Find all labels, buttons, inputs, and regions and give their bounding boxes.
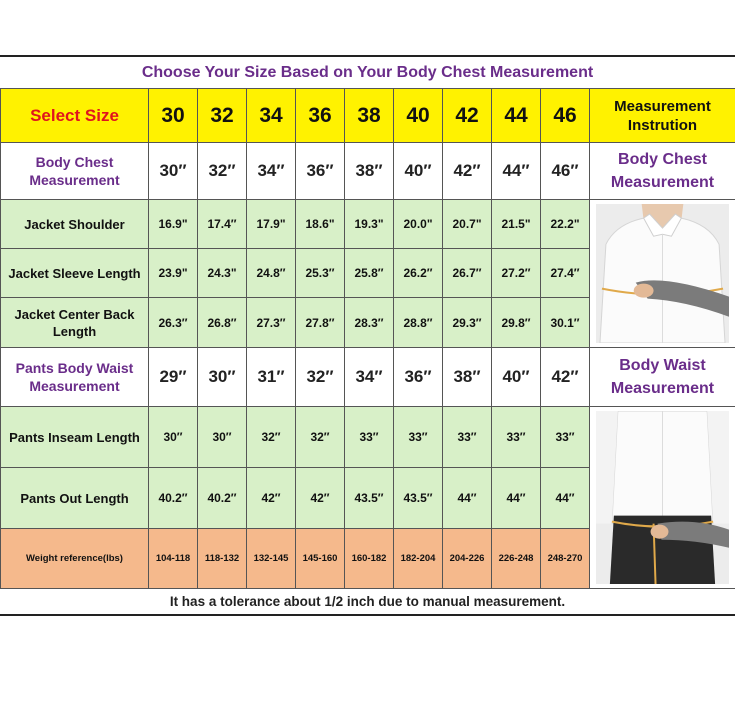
table-cell: 43.5″ bbox=[394, 468, 443, 529]
table-cell: 23.9" bbox=[149, 249, 198, 298]
table-cell: 32″ bbox=[296, 407, 345, 468]
size-cell: 42 bbox=[443, 89, 492, 143]
waist-value: 31″ bbox=[247, 348, 296, 407]
measurement-instruction-header bbox=[590, 89, 735, 143]
top-divider bbox=[0, 55, 735, 57]
size-cell: 34 bbox=[247, 89, 296, 143]
size-cell: 44 bbox=[492, 89, 541, 143]
waist-value: 36″ bbox=[394, 348, 443, 407]
table-cell: 26.8″ bbox=[198, 298, 247, 348]
size-cell: 46 bbox=[541, 89, 590, 143]
table-cell: 42″ bbox=[247, 468, 296, 529]
table-cell: 204-226 bbox=[443, 529, 492, 589]
waist-value: 38″ bbox=[443, 348, 492, 407]
table-cell: 30.1″ bbox=[541, 298, 590, 348]
table-cell: 248-270 bbox=[541, 529, 590, 589]
table-cell: 24.8″ bbox=[247, 249, 296, 298]
row-label-line: Pants Body Waist bbox=[15, 360, 134, 376]
instruction-line: Body Waist bbox=[619, 357, 706, 374]
row-label: Weight reference(lbs) bbox=[1, 529, 149, 589]
chest-value: 42″ bbox=[443, 143, 492, 200]
table-cell: 226-248 bbox=[492, 529, 541, 589]
table-cell: 40.2″ bbox=[149, 468, 198, 529]
table-cell: 118-132 bbox=[198, 529, 247, 589]
chest-measurement-photo bbox=[596, 204, 729, 343]
table-cell: 42″ bbox=[296, 468, 345, 529]
table-cell: 33″ bbox=[394, 407, 443, 468]
table-cell: 26.3″ bbox=[149, 298, 198, 348]
table-cell: 21.5" bbox=[492, 200, 541, 249]
table-cell: 25.3″ bbox=[296, 249, 345, 298]
table-cell: 28.3″ bbox=[345, 298, 394, 348]
waist-instruction-label bbox=[590, 348, 735, 407]
chest-value: 30″ bbox=[149, 143, 198, 200]
row-label-line: Jacket Center Back bbox=[14, 306, 135, 322]
table-cell: 27.3″ bbox=[247, 298, 296, 348]
size-cell: 38 bbox=[345, 89, 394, 143]
chest-value: 38″ bbox=[345, 143, 394, 200]
size-cell: 36 bbox=[296, 89, 345, 143]
waist-photo-cell bbox=[590, 407, 735, 589]
header-row bbox=[1, 89, 735, 143]
row-label-line: Measurement bbox=[29, 378, 120, 394]
instruction-line: Measurement bbox=[610, 380, 715, 397]
table-cell: 33″ bbox=[443, 407, 492, 468]
row-label-line: Measurement bbox=[29, 172, 120, 188]
row-label: Pants Out Length bbox=[1, 468, 149, 529]
pants-waist-row bbox=[1, 348, 735, 407]
table-cell: 17.4″ bbox=[198, 200, 247, 249]
select-size-label: Select Size bbox=[1, 89, 149, 143]
row-label bbox=[1, 348, 149, 407]
chest-value: 36″ bbox=[296, 143, 345, 200]
table-cell: 145-160 bbox=[296, 529, 345, 589]
table-cell: 132-145 bbox=[247, 529, 296, 589]
chest-value: 34″ bbox=[247, 143, 296, 200]
table-cell: 27.8″ bbox=[296, 298, 345, 348]
table-cell: 44″ bbox=[443, 468, 492, 529]
waist-value: 29″ bbox=[149, 348, 198, 407]
pants-inseam-row bbox=[1, 407, 735, 468]
table-cell: 32″ bbox=[247, 407, 296, 468]
row-label-line: Body Chest bbox=[35, 154, 114, 170]
size-cell: 32 bbox=[198, 89, 247, 143]
table-cell: 40.2″ bbox=[198, 468, 247, 529]
row-label: Jacket Sleeve Length bbox=[1, 249, 149, 298]
table-cell: 33″ bbox=[492, 407, 541, 468]
table-cell: 27.2″ bbox=[492, 249, 541, 298]
waist-measurement-illustration bbox=[596, 411, 729, 584]
waist-value: 42″ bbox=[541, 348, 590, 407]
table-cell: 25.8″ bbox=[345, 249, 394, 298]
chest-value: 46″ bbox=[541, 143, 590, 200]
table-cell: 43.5″ bbox=[345, 468, 394, 529]
chest-value: 40″ bbox=[394, 143, 443, 200]
chest-photo-cell bbox=[590, 200, 735, 348]
table-cell: 182-204 bbox=[394, 529, 443, 589]
size-chart-table bbox=[0, 88, 735, 589]
chest-instruction-label bbox=[590, 143, 735, 200]
table-cell: 17.9" bbox=[247, 200, 296, 249]
waist-value: 32″ bbox=[296, 348, 345, 407]
table-cell: 18.6" bbox=[296, 200, 345, 249]
chest-measurement-illustration bbox=[596, 204, 729, 343]
instruction-line: Body Chest bbox=[618, 151, 707, 168]
chest-value: 32″ bbox=[198, 143, 247, 200]
table-cell: 29.3″ bbox=[443, 298, 492, 348]
row-label-line: Length bbox=[52, 323, 97, 339]
waist-measurement-photo bbox=[596, 411, 729, 584]
table-cell: 26.2″ bbox=[394, 249, 443, 298]
table-cell: 29.8″ bbox=[492, 298, 541, 348]
table-cell: 104-118 bbox=[149, 529, 198, 589]
bottom-divider bbox=[0, 614, 735, 616]
waist-value: 40″ bbox=[492, 348, 541, 407]
waist-value: 30″ bbox=[198, 348, 247, 407]
size-cell: 40 bbox=[394, 89, 443, 143]
table-cell: 22.2" bbox=[541, 200, 590, 249]
table-cell: 20.7" bbox=[443, 200, 492, 249]
table-cell: 33″ bbox=[345, 407, 394, 468]
table-cell: 26.7″ bbox=[443, 249, 492, 298]
table-cell: 33″ bbox=[541, 407, 590, 468]
tolerance-note: It has a tolerance about 1/2 inch due to manual measurement. bbox=[169, 594, 566, 609]
table-cell: 28.8″ bbox=[394, 298, 443, 348]
table-cell: 44″ bbox=[541, 468, 590, 529]
table-cell: 160-182 bbox=[345, 529, 394, 589]
table-cell: 27.4″ bbox=[541, 249, 590, 298]
body-chest-row bbox=[1, 143, 735, 200]
row-label: Pants Inseam Length bbox=[1, 407, 149, 468]
chest-value: 44″ bbox=[492, 143, 541, 200]
instruction-line: Instrution bbox=[627, 116, 698, 134]
table-cell: 24.3" bbox=[198, 249, 247, 298]
size-cell: 30 bbox=[149, 89, 198, 143]
table-cell: 20.0" bbox=[394, 200, 443, 249]
instruction-line: Measurement bbox=[610, 174, 715, 191]
table-cell: 44″ bbox=[492, 468, 541, 529]
instruction-line: Measurement bbox=[614, 97, 711, 115]
row-label: Jacket Shoulder bbox=[1, 200, 149, 249]
table-cell: 30″ bbox=[149, 407, 198, 468]
table-cell: 30″ bbox=[198, 407, 247, 468]
row-label bbox=[1, 298, 149, 348]
table-cell: 16.9" bbox=[149, 200, 198, 249]
row-label bbox=[1, 143, 149, 200]
table-cell: 19.3" bbox=[345, 200, 394, 249]
waist-value: 34″ bbox=[345, 348, 394, 407]
jacket-shoulder-row bbox=[1, 200, 735, 249]
chart-title: Choose Your Size Based on Your Body Chest Measurement bbox=[141, 64, 594, 81]
